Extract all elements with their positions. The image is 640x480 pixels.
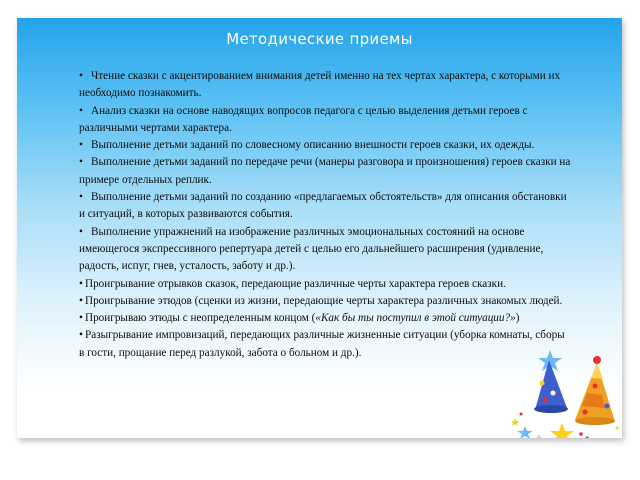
bullet: • [79, 312, 83, 325]
bullet: • [79, 294, 83, 307]
list-item-text: Чтение сказки с акцентированием внимания детей именно на тех чертах характера, с которыми их необходимо познакомить. [79, 70, 561, 100]
list-item-text: Выполнение детьми заданий по передаче речи (манеры разговора и произношения) героев сказки на примере отдельных реплик. [79, 156, 571, 186]
list-item-text: Проигрываю этюды с неопределенным концом ( [85, 312, 316, 325]
list-item-text: Выполнение упражнений на изображение различных эмоциональных состояний на основе имеющегося экспрессивного репертуара детей с целью его дальнейшего расширения (удивление, радость, испуг, гнев, усталость, заботу и др.). [79, 225, 544, 273]
bullet: • [79, 139, 83, 152]
list-item [79, 154, 571, 189]
bullet: • [79, 329, 83, 342]
list-item [79, 276, 571, 293]
star-icon [533, 434, 545, 438]
list-item [79, 310, 571, 327]
bullet: • [79, 225, 83, 238]
star-icon [550, 423, 574, 438]
list-item-text: Выполнение детьми заданий по словесному описанию внешности героев сказки, их одежды. [91, 139, 535, 152]
bullet: • [79, 191, 83, 204]
list-item-text: Выполнение детьми заданий по созданию «предлагаемых обстоятельств» для описания обстановки и ситуаций, в которых развиваются события. [79, 191, 567, 221]
party-hats-and-stars-icon [487, 338, 622, 438]
list-item [79, 103, 571, 138]
bullet: • [79, 156, 83, 169]
list-item-quote: «Как бы ты поступил в этой ситуации?» [315, 312, 516, 325]
bullet: • [79, 277, 83, 290]
list-item [79, 137, 571, 154]
list-item-text-after: ) [515, 312, 520, 325]
bullet: • [79, 70, 83, 82]
bullet: • [79, 104, 83, 117]
star-icon [517, 426, 533, 438]
star-icon [511, 418, 519, 426]
slide-title: Методические приемы [226, 30, 413, 48]
party-hat-blue-icon [535, 360, 567, 410]
list-item-text: Разыгрывание импровизаций, передающих различные жизненные ситуации (уборка комнаты, сборы в гости, прощание перед разлукой, забота о больном и др.). [79, 329, 565, 359]
slide [17, 18, 622, 438]
list-item-text: Проигрывание этюдов (сценки из жизни, передающие черты характера различных знакомых людей. [85, 294, 563, 307]
list-item [79, 293, 571, 310]
list-item [79, 68, 571, 103]
list-item-text: Анализ сказки на основе наводящих вопросов педагога с целью выделения детьми героев с различными чертами характера. [79, 104, 528, 134]
methods-list [79, 68, 571, 362]
list-item-text: Проигрывание отрывков сказок, передающие различные черты характера героев сказки. [85, 277, 506, 290]
list-item [79, 224, 571, 276]
list-item [79, 189, 571, 224]
